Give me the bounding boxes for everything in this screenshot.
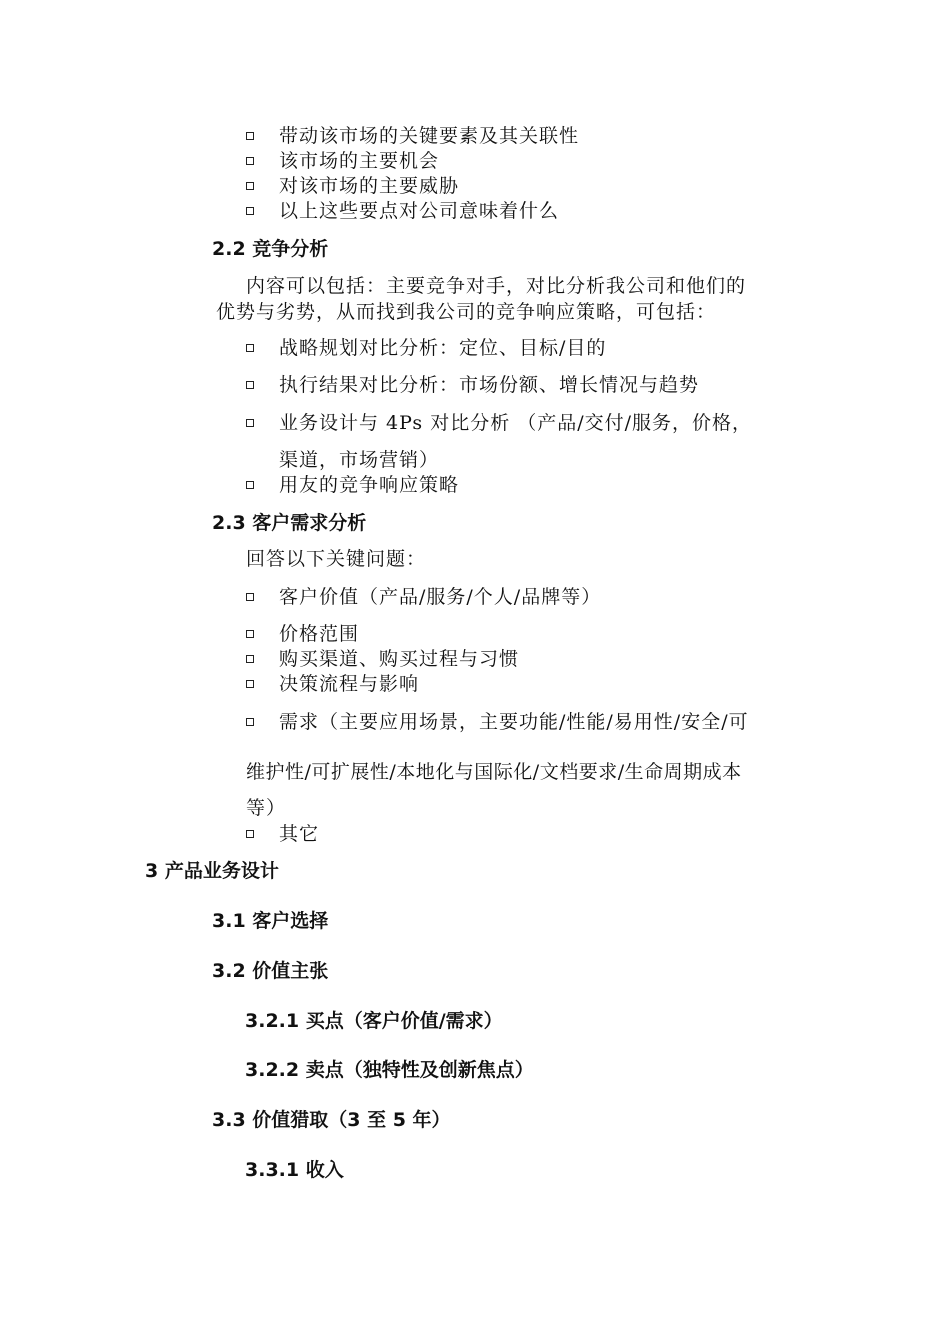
square-bullet-icon (246, 207, 254, 215)
square-bullet-icon (246, 481, 254, 489)
paragraph-line: 内容可以包括：主要竞争对手，对比分析我公司和他们的 (246, 275, 747, 297)
square-bullet-icon (246, 419, 254, 427)
square-bullet-icon (246, 718, 254, 726)
subsection-heading: 3.3.1 收入 (245, 1159, 344, 1181)
square-bullet-icon (246, 630, 254, 638)
section-heading: 3.1 客户选择 (212, 910, 329, 932)
subsection-heading: 3.2.2 卖点（独特性及创新焦点） (245, 1059, 534, 1081)
paragraph-line: 回答以下关键问题： (246, 548, 427, 570)
chapter-heading: 3 产品业务设计 (145, 860, 279, 882)
section-heading: 2.3 客户需求分析 (212, 512, 367, 534)
list-item-continuation: 维护性/可扩展性/本地化与国际化/文档要求/生命周期成本 (246, 761, 742, 783)
square-bullet-icon (246, 680, 254, 688)
subsection-heading: 3.2.1 买点（客户价值/需求） (245, 1010, 503, 1032)
square-bullet-icon (246, 593, 254, 601)
section-heading: 3.3 价值猎取（3 至 5 年） (212, 1109, 451, 1131)
square-bullet-icon (246, 344, 254, 352)
square-bullet-icon (246, 381, 254, 389)
list-item-continuation: 等） (246, 797, 287, 819)
list-item-continuation: 渠道，市场营销） (279, 449, 440, 471)
square-bullet-icon (246, 830, 254, 838)
square-bullet-icon (246, 132, 254, 140)
square-bullet-icon (246, 655, 254, 663)
paragraph-line: 优势与劣势，从而找到我公司的竞争响应策略，可包括： (216, 301, 717, 323)
section-heading: 3.2 价值主张 (212, 960, 329, 982)
square-bullet-icon (246, 157, 254, 165)
square-bullet-icon (246, 182, 254, 190)
section-heading: 2.2 竞争分析 (212, 238, 329, 260)
